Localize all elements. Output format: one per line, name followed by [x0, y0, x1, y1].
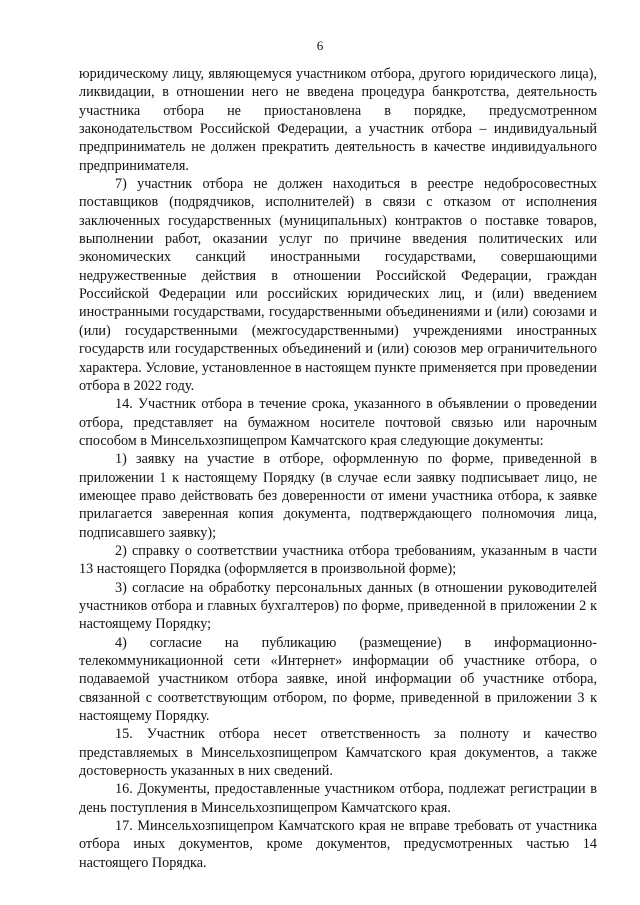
paragraph-item-4: 4) согласие на публикацию (размещение) в информационно-телекоммуникационной сети «Интернет» информации об участнике отбора, о подаваемой участником отбора заявке, иной информации об участнике отбора, связанной с соответствующим отбором, по форме, приведенной в приложении 3 к настоящему Порядку.: [79, 634, 597, 725]
paragraph-item-2: 2) справку о соответствии участника отбора требованиям, указанным в части 13 настоящего Порядка (оформляется в произвольной форме);: [79, 542, 597, 578]
paragraph-item-7: 7) участник отбора не должен находиться в реестре недобросовестных поставщиков (подрядчиков, исполнителей) в связи с отказом от исполнения заключенных государственных (муниципальных) контрактов о поставке товаров, выполнении работ, оказании услуг по причине введения политических или экономических санкций иностранными государствами, совершающими недружественные действия в отношении Российской Федерации, граждан Российской Федерации или российских юридических лиц, и (или) введением иностранными государствами, государственными объединениями и (или) союзами и (или) государственными (межгосударственными) учреждениями иностранных государств или государственных объединений и (или) союзов мер ограничительного характера. Условие, установленное в настоящем пункте применяется при проведении отбора в 2022 году.: [79, 176, 597, 394]
paragraph-section-16: 16. Документы, предоставленные участником отбора, подлежат регистрации в день поступления в Минсельхозпищепром Камчатского края.: [79, 781, 597, 816]
document-body: [79, 65, 597, 872]
page-number: 6: [316, 38, 324, 53]
paragraph-item-3: 3) согласие на обработку персональных данных (в отношении руководителей участников отбора и главных бухгалтеров) по форме, приведенной в приложении 2 к настоящему Порядку;: [79, 579, 597, 633]
paragraph-item-1: 1) заявку на участие в отборе, оформленную по форме, приведенной в приложении 1 к настоящему Порядку (в случае если заявку подписывает лицо, не имеющее право действовать без доверенности от имени участника отбора, к заявке прилагается заверенная копия документа, подтверждающего полномочия лица, подписавшего заявку);: [79, 451, 597, 541]
paragraph-section-15: 15. Участник отбора несет ответственность за полноту и качество представляемых в Минсельхозпищепром Камчатского края документов, а также достоверность указанных в них сведений.: [79, 726, 597, 780]
paragraph-continuation: юридическому лицу, являющемуся участником отбора, другого юридического лица), ликвидации, в отношении него не введена процедура банкротства, деятельность участника отбора не приостановлена в порядке, предусмотренном законодательством Российской Федерации, а участник отбора – индивидуальный предприниматель не должен прекратить деятельность в качестве индивидуального предпринимателя.: [79, 66, 597, 174]
paragraph-section-17: 17. Минсельхозпищепром Камчатского края не вправе требовать от участника отбора иных документов, кроме документов, предусмотренных частью 14 настоящего Порядка.: [79, 818, 597, 871]
paragraph-section-14: 14. Участник отбора в течение срока, указанного в объявлении о проведении отбора, представляет на бумажном носителе почтовой связью или нарочным способом в Минсельхозпищепром Камчатского края следующие документы:: [79, 396, 597, 449]
